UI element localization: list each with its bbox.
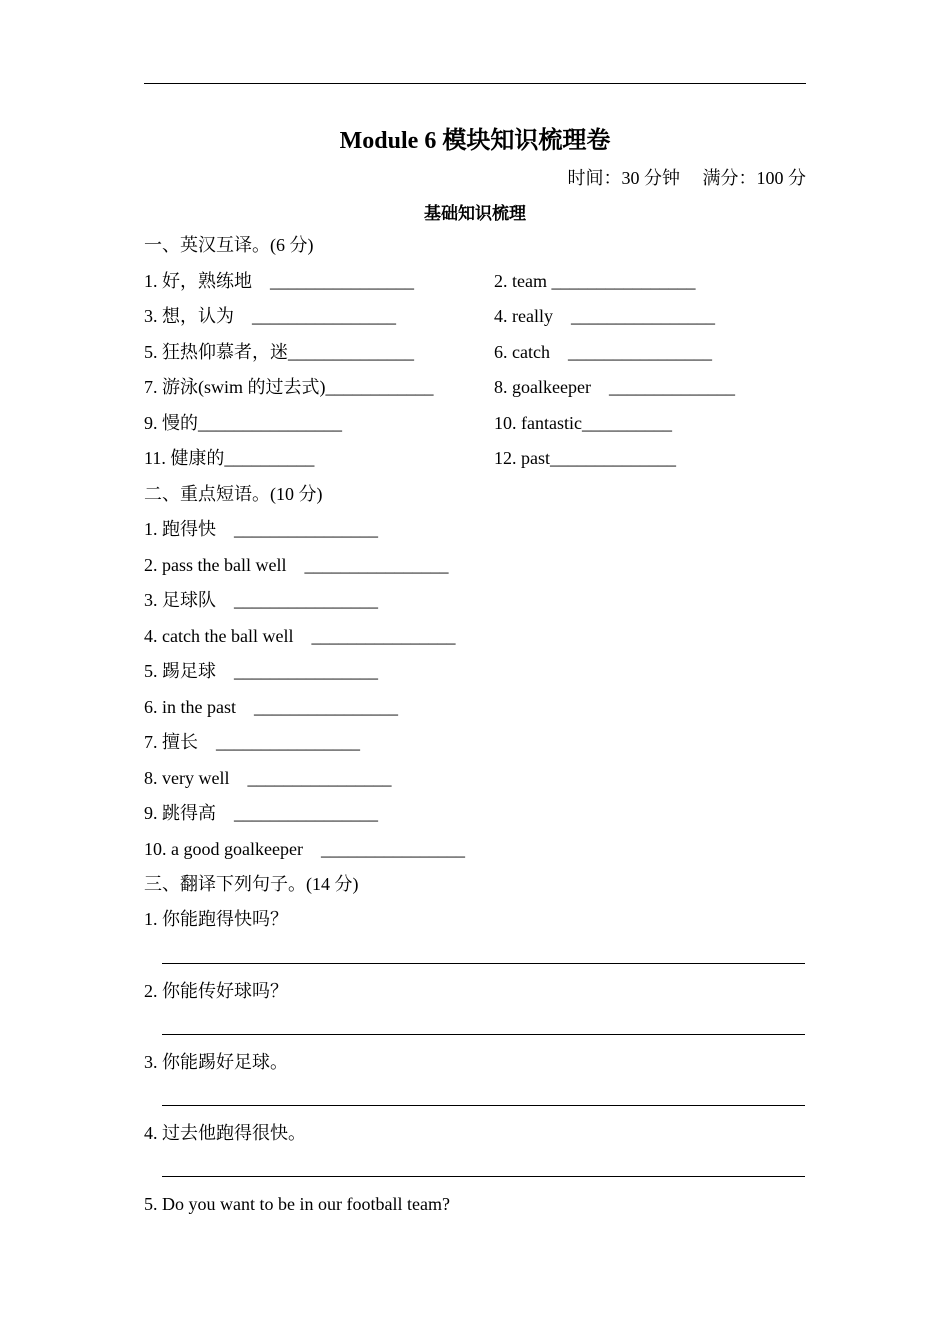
sentence-item: 3. 你能踢好足球。 (144, 1052, 288, 1072)
vocab-item: 3. 想，认为 ________________ (144, 306, 396, 326)
exam-meta (568, 164, 807, 190)
answer-line (162, 963, 805, 964)
answer-line (162, 1105, 805, 1106)
vocab-item: 7. 游泳(swim 的过去式)____________ (144, 377, 434, 397)
answer-line (162, 1176, 805, 1177)
phrase-item: 8. very well ________________ (144, 768, 392, 788)
phrase-item: 7. 擅长 ________________ (144, 732, 360, 752)
sentence-item: 4. 过去他跑得很快。 (144, 1123, 306, 1143)
phrase-item: 6. in the past ________________ (144, 697, 398, 717)
vocab-item: 10. fantastic__________ (494, 413, 672, 433)
sentence-item: 2. 你能传好球吗？ (144, 981, 288, 1001)
vocab-item: 2. team ________________ (494, 271, 696, 291)
vocab-item: 6. catch ________________ (494, 342, 712, 362)
page-title: Module 6 模块知识梳理卷 (339, 128, 611, 154)
section-3-heading: 三、翻译下列句子。(14 分) (144, 874, 359, 894)
time-limit: 时间：30 分钟 (567, 168, 680, 188)
phrase-item: 3. 足球队 ________________ (144, 590, 378, 610)
header-rule (144, 83, 806, 84)
phrase-item: 1. 跑得快 ________________ (144, 519, 378, 539)
vocab-item: 8. goalkeeper ______________ (494, 377, 735, 397)
phrase-item: 2. pass the ball well ________________ (144, 555, 449, 575)
sentence-item: 1. 你能跑得快吗？ (144, 909, 288, 929)
section-2-heading: 二、重点短语。(10 分) (144, 484, 323, 504)
phrase-item: 10. a good goalkeeper ________________ (144, 839, 465, 859)
phrase-item: 9. 跳得高 ________________ (144, 803, 378, 823)
section-subtitle: 基础知识梳理 (424, 204, 526, 223)
phrase-item: 4. catch the ball well ________________ (144, 626, 456, 646)
vocab-item: 11. 健康的__________ (144, 448, 315, 468)
vocab-item: 12. past______________ (494, 448, 676, 468)
full-score: 满分：100 分 (702, 168, 806, 188)
section-1-heading: 一、英汉互译。(6 分) (144, 235, 314, 255)
vocab-item: 9. 慢的________________ (144, 413, 342, 433)
vocab-item: 1. 好，熟练地 ________________ (144, 271, 414, 291)
sentence-item: 5. Do you want to be in our football team? (144, 1194, 450, 1214)
answer-line (162, 1034, 805, 1035)
phrase-item: 5. 踢足球 ________________ (144, 661, 378, 681)
vocab-item: 4. really ________________ (494, 306, 715, 326)
vocab-item: 5. 狂热仰慕者，迷______________ (144, 342, 414, 362)
